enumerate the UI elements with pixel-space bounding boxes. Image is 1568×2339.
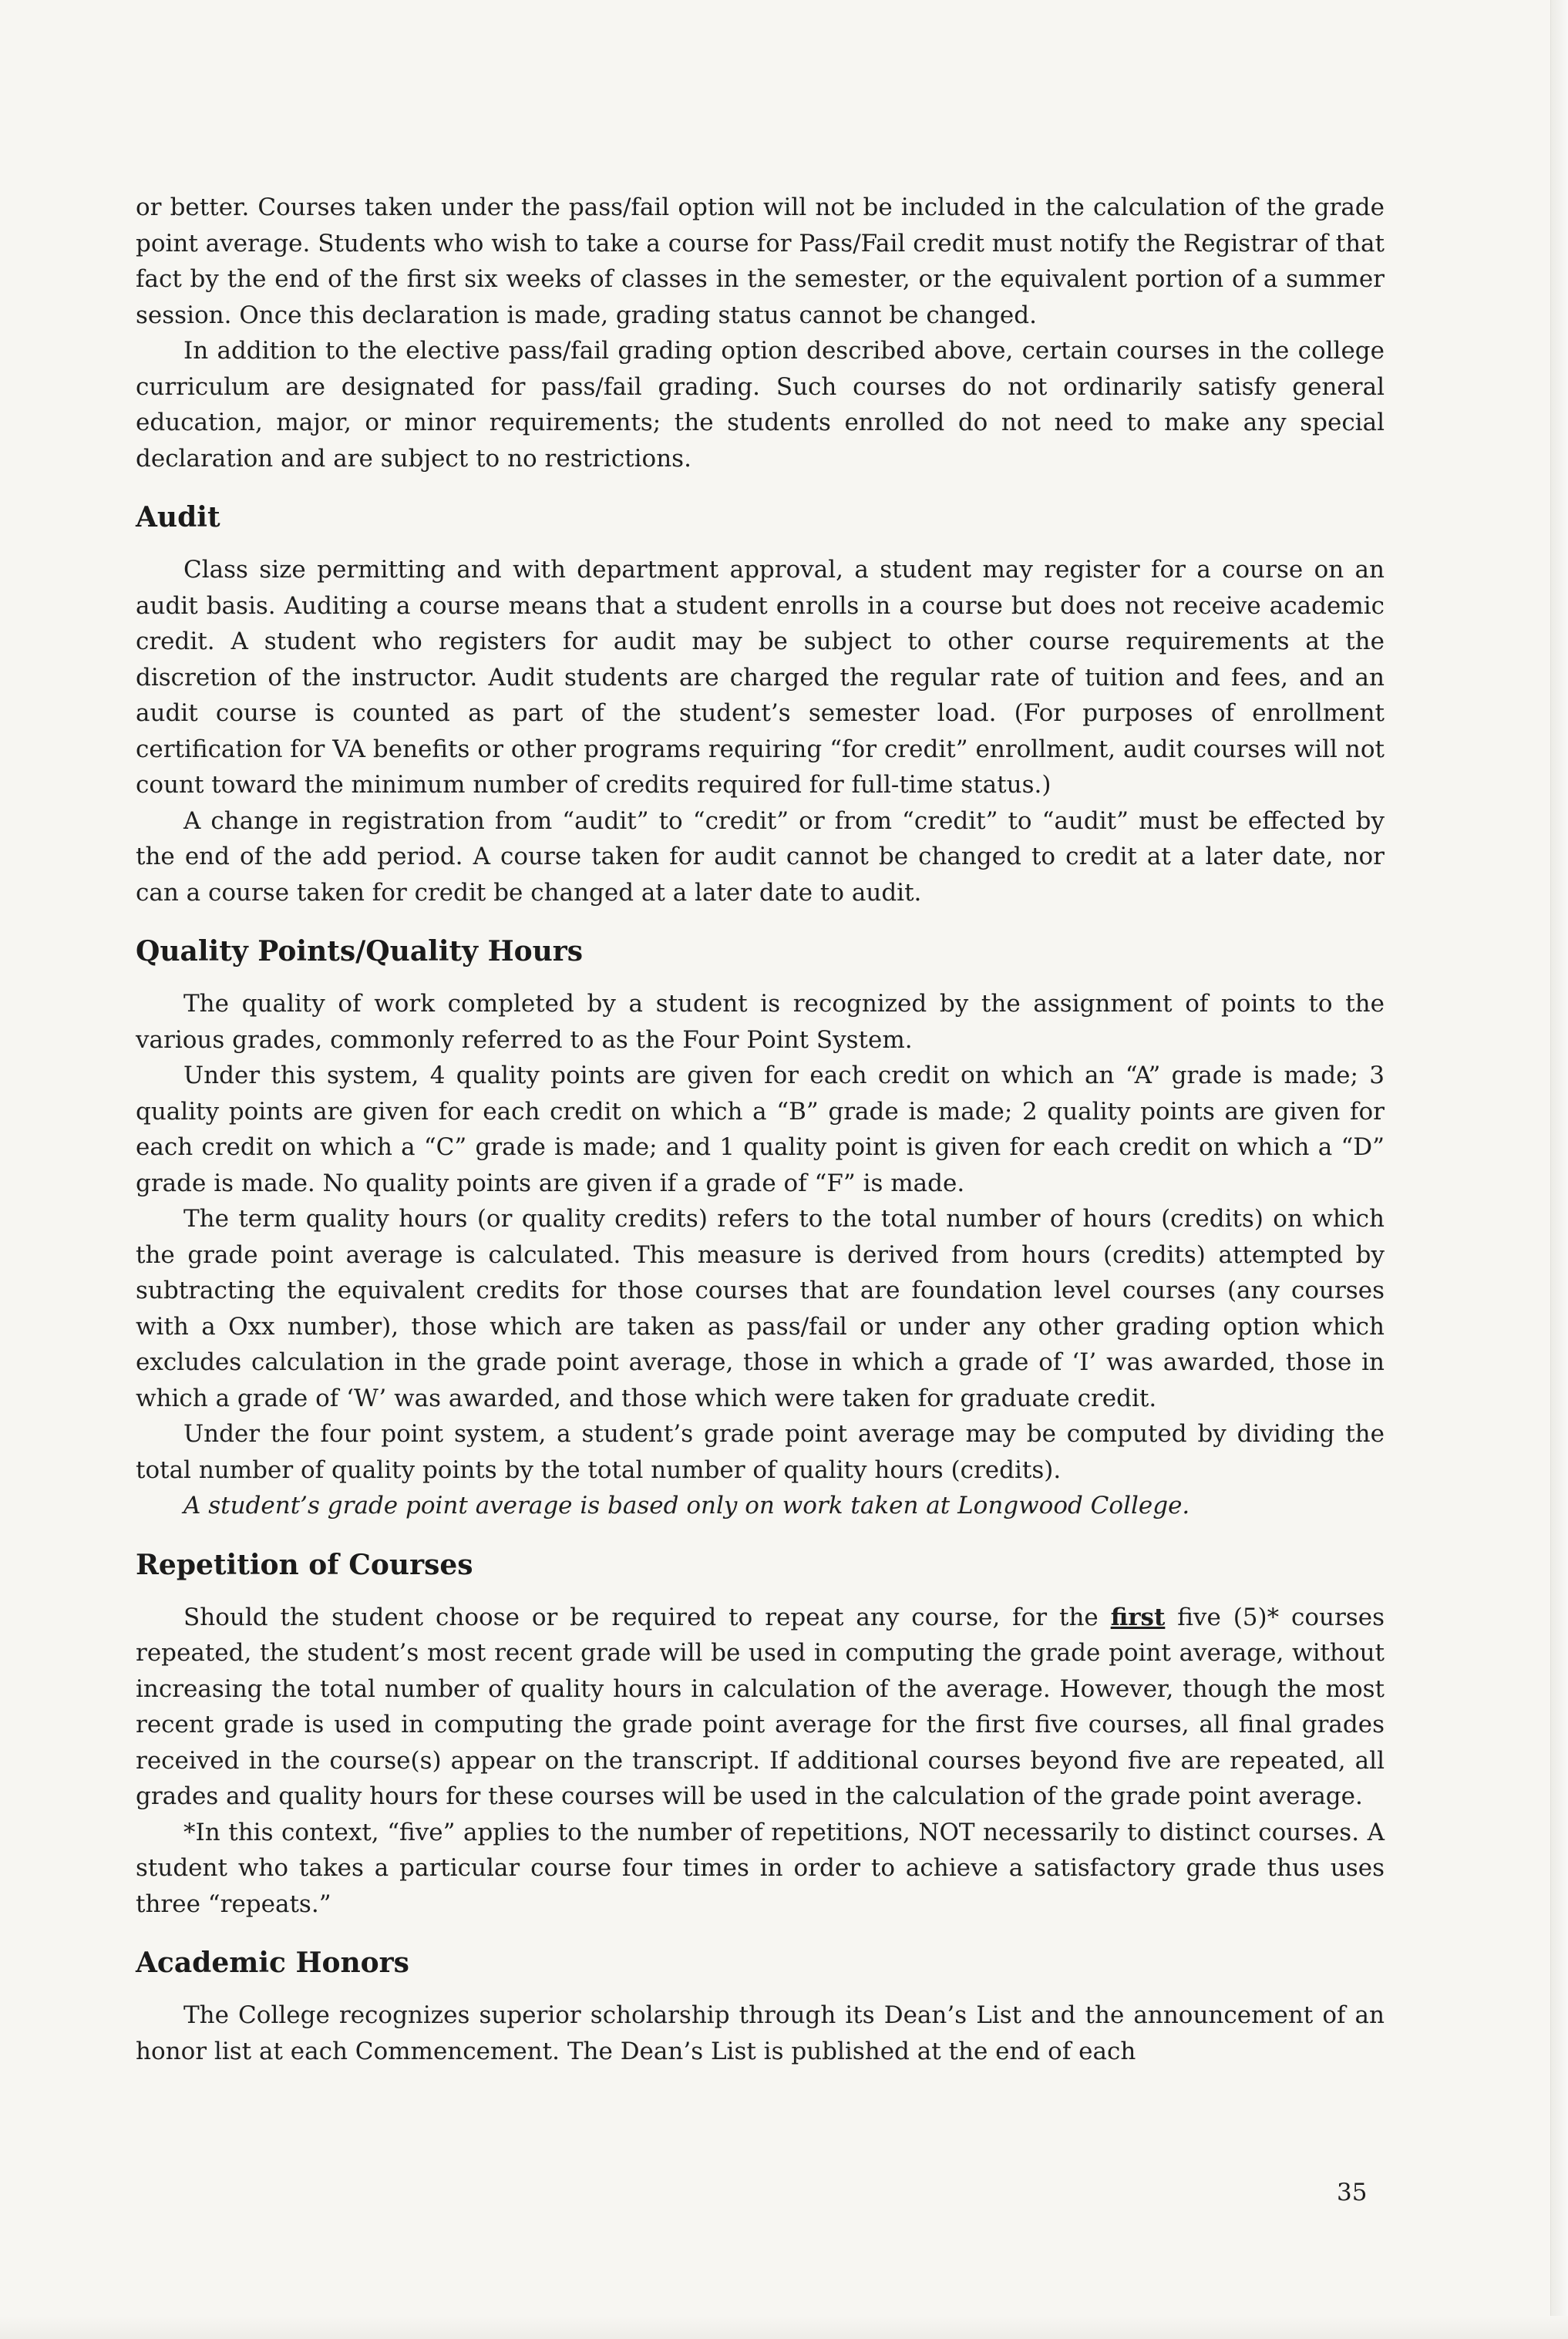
quality-paragraph-2: Under this system, 4 quality points are given for each credit on which an “A” grade is made; 3 quality points are given for each credit on which a “B” grade is made; 2 quality points are given for each credit on which a “C” grade is made; and 1 quality point is given for each credit on which a “D” grade is made. No quality points are given if a grade of “F” is made. (136, 1062, 1385, 1197)
section-heading-academic-honors: Academic Honors (136, 1947, 409, 1979)
quality-paragraph-4: Under the four point system, a student’s grade point average may be computed by dividing the total number of quality points by the total number of quality hours (credits). (136, 1420, 1385, 1484)
quality-paragraph-5-italic: A student’s grade point average is based only on work taken at Longwood College. (183, 1492, 1190, 1520)
section-heading-repetition: Repetition of Courses (136, 1548, 473, 1581)
repetition-emphasis-first: first (1110, 1603, 1166, 1631)
repetition-text-b: five (5)* courses repeated, the student’s most recent grade will be used in computing the grade point average, without increasing the total number of quality hours in calculation of the average. However, though the most recent grade is used in computing the grade point average for the first five courses, all final grades received in the course(s) appear on the transcript. If additional courses beyond five are repeated, all grades and quality hours for these courses will be used in the calculation of the grade point average. (136, 1603, 1385, 1810)
audit-paragraph-2: A change in registration from “audit” to “credit” or from “credit” to “audit” must be effected by the end of the add period. A course taken for audit cannot be changed to credit at a later date, nor can a course taken for credit be changed at a later date to audit. (136, 806, 1385, 907)
page-edge-shadow (1550, 0, 1568, 2339)
intro-paragraph-2: In addition to the elective pass/fail grading option described above, certain courses in the college curriculum are designated for pass/fail grading. Such courses do not ordinarily satisfy general education, major, or minor requirements; the students enrolled do not need to make any special declaration and are subject to no restrictions. (136, 337, 1385, 473)
section-heading-quality-points: Quality Points/Quality Hours (136, 935, 584, 968)
page-number: 35 (1337, 2179, 1368, 2206)
quality-paragraph-1: The quality of work completed by a student is recognized by the assignment of points to the various grades, commonly referred to as the Four Point System. (136, 990, 1385, 1054)
intro-paragraph-1: or better. Courses taken under the pass/fail option will not be included in the calculation of the grade point average. Students who wish to take a course for Pass/Fail credit must notify the Registrar of that fact by the end of the first six weeks of classes in the semester, or the equivalent portion of a summer session. Once this declaration is made, grading status cannot be changed. (136, 194, 1385, 329)
page-bottom-shadow (0, 2316, 1568, 2339)
honors-paragraph-1: The College recognizes superior scholarship through its Dean’s List and the announcement of an honor list at each Commencement. The Dean’s List is published at the end of each (136, 2001, 1385, 2065)
page-body (136, 190, 1385, 2069)
quality-paragraph-3: The term quality hours (or quality credits) refers to the total number of hours (credits) on which the grade point average is calculated. This measure is derived from hours (credits) attempted by subtracting the equivalent credits for those courses that are foundation level courses (any courses with a Oxx number), those which are taken as pass/fail or under any other grading option which excludes calculation in the grade point average, those in which a grade of ‘I’ was awarded, those in which a grade of ‘W’ was awarded, and those which were taken for graduate credit. (136, 1205, 1385, 1412)
repetition-text-a: Should the student choose or be required to repeat any course, for the (183, 1603, 1111, 1631)
repetition-paragraph-1 (136, 1600, 1385, 1815)
audit-paragraph-1: Class size permitting and with department approval, a student may register for a course on an audit basis. Auditing a course means that a student enrolls in a course but does not receive academic credit. A student who registers for audit may be subject to other course requirements at the discretion of the instructor. Audit students are charged the regular rate of tuition and fees, and an audit course is counted as part of the student’s semester load. (For purposes of enrollment certification for VA benefits or other programs requiring “for credit” enrollment, audit courses will not count toward the minimum number of credits required for full-time status.) (136, 556, 1385, 799)
section-heading-audit: Audit (136, 501, 220, 533)
repetition-paragraph-2: *In this context, “five” applies to the number of repetitions, NOT necessarily to distinct courses. A student who takes a particular course four times in order to achieve a satisfactory grade thus uses three “repeats.” (136, 1818, 1385, 1918)
